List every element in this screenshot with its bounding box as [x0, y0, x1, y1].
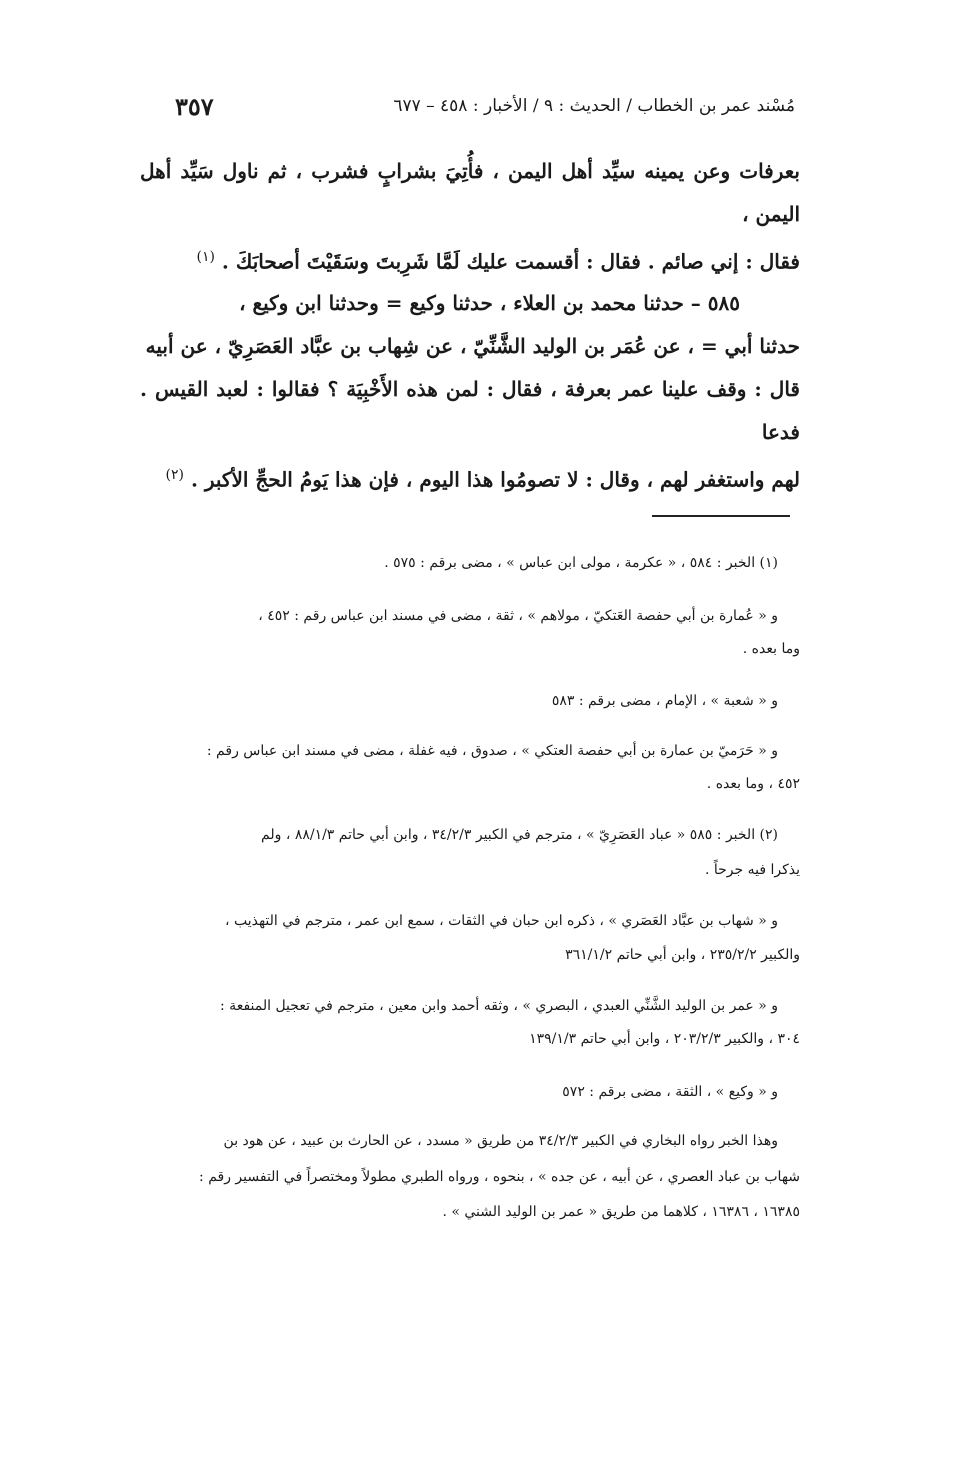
footnote-line: و « وكيع » ، الثقة ، مضى برقم : ٥٧٢ [562, 1084, 778, 1100]
footnote-line: ٤٥٢ ، وما بعده . [706, 776, 800, 792]
main-line: بعرفات وعن يمينه سيِّد أهل اليمن ، فأُتِيَ بشرابٍ فشرب ، ثم ناول سَيِّد أهل اليمن ، [140, 159, 800, 226]
footnote-ref-1: (١) [196, 249, 215, 265]
footnote-line: و « شهاب بن عبَّاد العَصَري » ، ذكره ابن حبان في الثقات ، سمع ابن عمر ، مترجم في التهذيب ، [224, 913, 778, 929]
footnote-line: ٣٠٤ ، والكبير ٢٠٣/٢/٣ ، وابن أبي حاتم ١٣٩/١/٣ [529, 1031, 800, 1047]
main-line: حدثنا أبي = ، عن عُمَر بن الوليد الشَّنِّيّ ، عن شِهاب بن عبَّاد العَصَرِيّ ، عن أبيه [145, 334, 800, 358]
main-line: قال : وقف علينا عمر بعرفة ، فقال : لمن هذه الأَخْبِيَة ؟ فقالوا : لعبد القيس . فدعا [140, 377, 800, 444]
footnote-2: (٢) الخبر : ٥٨٥ « عباد العَصَرِيّ » ، مترجم في الكبير ٣٤/٢/٣ ، وابن أبي حاتم ٨٨/١/٣ ، ولم [261, 827, 778, 843]
footnote-line: و « عُمارة بن أبي حفصة العَتكيّ ، مولاهم » ، ثقة ، مضى في مسند ابن عباس رقم : ٤٥٢ ، [258, 608, 778, 624]
main-line-text: فقال : إني صائم . فقال : أقسمت عليك لَمَّا شَرِبتَ وسَقَيْتَ أصحابَكَ . [221, 249, 800, 274]
footnotes [132, 0, 800, 1481]
page-number: ٣٥٧ [175, 92, 214, 121]
footnote-line: يذكرا فيه جرحاً . [704, 862, 800, 878]
running-title: مُسْند عمر بن الخطاب / الحديث : ٩ / الأخبار : ٤٥٨ – ٦٧٧ [393, 96, 795, 116]
footnote-line: وهذا الخبر رواه البخاري في الكبير ٣٤/٢/٣ من طريق « مسدد ، عن الحارث بن عبيد ، عن هود بن [223, 1133, 778, 1149]
footnote-line: ١٦٣٨٥ ، ١٦٣٨٦ ، كلاهما من طريق « عمر بن الوليد الشني » . [442, 1204, 800, 1220]
main-line-text: لهم واستغفر لهم ، وقال : لا تصومُوا هذا اليوم ، فإن هذا يَومُ الحجِّ الأكبر . [190, 467, 800, 492]
footnote-line: وما بعده . [742, 641, 800, 657]
footnote-line: و « حَرَميّ بن عمارة بن أبي حفصة العتكي » ، صدوق ، فيه غفلة ، مضى في مسند ابن عباس رقم : [206, 743, 778, 759]
footnote-line: و « عمر بن الوليد الشَّنِّي العبدي ، البصري » ، وثقه أحمد وابن معين ، مترجم في تعجيل المنفعة : [220, 998, 778, 1014]
footnote-line: و « شعبة » ، الإمام ، مضى برقم : ٥٨٣ [551, 693, 778, 709]
footnote-ref-2: (٢) [165, 467, 184, 483]
footnote-line: شهاب بن عباد العصري ، عن أبيه ، عن جده » ، بنحوه ، ورواه الطبري مطولاً ومختصراً في التفسير رقم : [199, 1169, 800, 1185]
main-line: ٥٨٥ – حدثنا محمد بن العلاء ، حدثنا وكيع = وحدثنا ابن وكيع ، [239, 291, 740, 315]
footnote-line: والكبير ٢٣٥/٢/٢ ، وابن أبي حاتم ٣٦١/١/٢ [565, 947, 800, 963]
footnote-1: (١) الخبر : ٥٨٤ ، « عكرمة ، مولى ابن عباس » ، مضى برقم : ٥٧٥ . [384, 555, 778, 571]
